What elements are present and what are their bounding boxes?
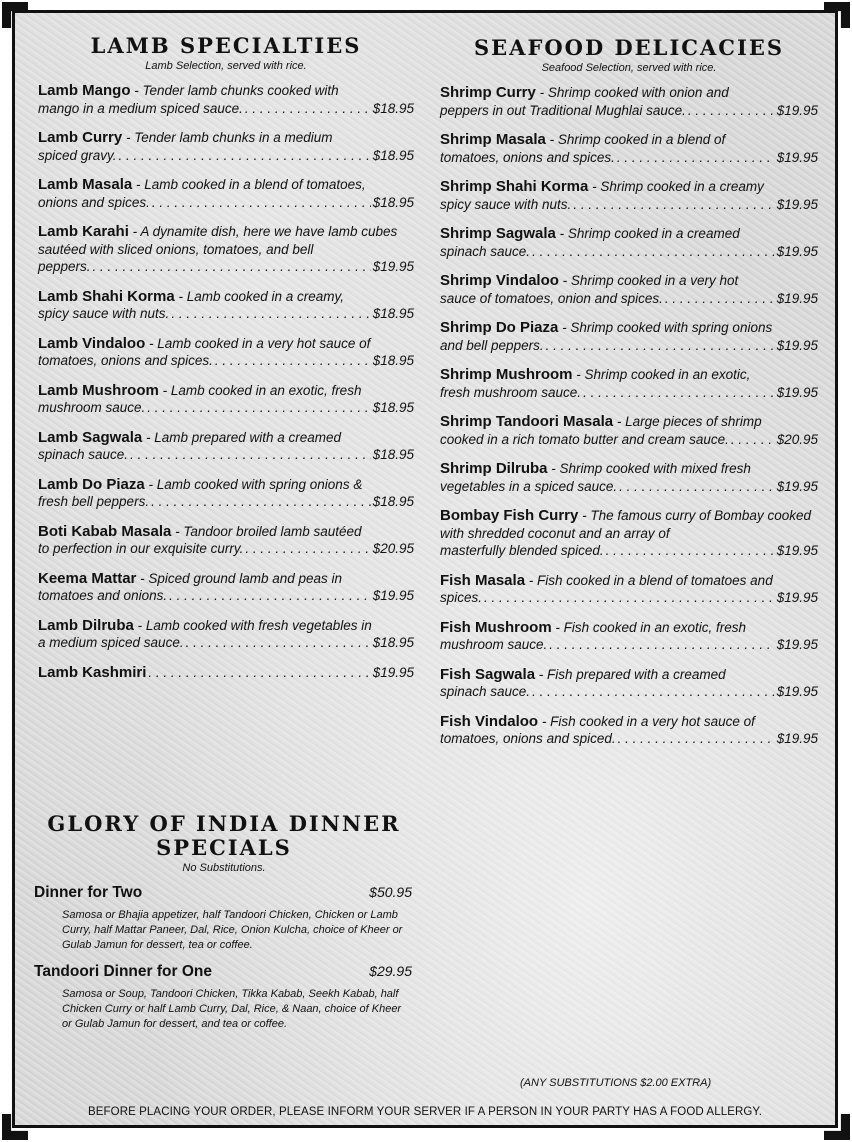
menu-item-description: Lamb cooked with fresh vegetables in bbox=[145, 617, 372, 633]
leader-dots bbox=[606, 542, 775, 560]
menu-item-description: Fish cooked in an exotic, fresh bbox=[563, 619, 747, 635]
leader-dots bbox=[665, 290, 775, 308]
menu-item-name: Shrimp Tandoori Masala bbox=[440, 413, 614, 430]
menu-item-line bbox=[38, 382, 414, 400]
leader-dots bbox=[618, 730, 775, 748]
menu-item-price: $18.95 bbox=[372, 400, 414, 415]
leader-dots bbox=[151, 493, 371, 511]
leader-dots bbox=[130, 446, 371, 464]
separator-dash: - bbox=[142, 429, 155, 445]
menu-item-name: Lamb Mango bbox=[38, 82, 131, 99]
menu-item-price-line bbox=[38, 634, 414, 652]
menu-item bbox=[440, 713, 818, 748]
menu-item bbox=[38, 570, 414, 605]
menu-item-description: Fish cooked in a blend of tomatoes and bbox=[537, 572, 773, 588]
menu-item-line bbox=[38, 570, 414, 588]
menu-item-price: $19.95 bbox=[776, 196, 818, 212]
lamb-section bbox=[38, 34, 414, 693]
menu-item bbox=[440, 178, 818, 213]
menu-item-description-end: tomatoes, onions and spices. bbox=[440, 149, 615, 165]
menu-item-description-end: mushroom sauce. bbox=[440, 637, 548, 652]
menu-item-price-line bbox=[38, 399, 414, 417]
menu-item-name: Fish Mushroom bbox=[440, 618, 552, 636]
menu-item-line bbox=[38, 129, 414, 147]
menu-item-description: Fish prepared with a creamed bbox=[547, 666, 726, 682]
leader-dots bbox=[617, 149, 775, 167]
menu-item-price: $19.95 bbox=[776, 337, 818, 353]
leader-dots bbox=[619, 478, 775, 496]
menu-item-price: $19.95 bbox=[776, 590, 818, 605]
separator-dash: - bbox=[572, 367, 585, 382]
menu-item-price: $18.95 bbox=[372, 147, 414, 163]
lamb-item-list bbox=[38, 82, 414, 652]
leader-dots bbox=[119, 147, 371, 165]
seafood-section bbox=[440, 36, 818, 760]
menu-item-name: Fish Sagwala bbox=[440, 665, 536, 683]
separator-dash: - bbox=[588, 179, 601, 194]
menu-item-description-end: spicy sauce with nuts. bbox=[38, 306, 170, 321]
menu-item-line bbox=[38, 176, 414, 194]
separator-dash: - bbox=[130, 83, 143, 98]
dinner-special bbox=[34, 884, 414, 953]
dinner-special-price: $50.95 bbox=[369, 884, 412, 900]
menu-item-name: Shrimp Dilruba bbox=[440, 460, 548, 477]
menu-item-line bbox=[38, 476, 414, 494]
menu-item-description-end: a medium spiced sauce. bbox=[38, 635, 184, 650]
menu-item-line bbox=[440, 572, 818, 590]
menu-item-price-line bbox=[440, 102, 818, 120]
menu-item-line bbox=[440, 272, 818, 290]
menu-item-line bbox=[38, 335, 414, 353]
menu-item-price-line bbox=[440, 337, 818, 355]
separator-dash: - bbox=[525, 572, 538, 588]
menu-item-name: Lamb Sagwala bbox=[38, 428, 143, 446]
menu-item-price: $19.95 bbox=[776, 102, 818, 118]
menu-item-price-line bbox=[440, 149, 818, 167]
menu-item-description-end: spicy sauce with nuts. bbox=[440, 196, 572, 212]
menu-item bbox=[440, 225, 818, 260]
menu-item-line bbox=[38, 223, 414, 258]
menu-item-description: Shrimp cooked in a blend of bbox=[557, 132, 726, 147]
menu-item-description: Shrimp cooked in a creamed bbox=[567, 226, 740, 241]
dinner-special-price: $29.95 bbox=[369, 963, 412, 979]
menu-item-name: Shrimp Vindaloo bbox=[440, 272, 559, 289]
menu-item-price-line bbox=[440, 431, 818, 449]
menu-item-description-end: and bell peppers. bbox=[440, 337, 544, 353]
leader-dots bbox=[546, 337, 775, 355]
separator-dash: - bbox=[128, 224, 141, 239]
menu-item-description: Shrimp cooked with mixed fresh bbox=[559, 461, 751, 476]
menu-item bbox=[38, 617, 414, 652]
menu-item-name: Shrimp Mushroom bbox=[440, 366, 573, 383]
menu-item-price-line bbox=[440, 384, 818, 402]
menu-item-name: Fish Vindaloo bbox=[440, 712, 539, 730]
separator-dash: - bbox=[545, 132, 558, 147]
menu-item-description: Shrimp cooked in an exotic, bbox=[584, 367, 751, 382]
dinner-special-name: Dinner for Two bbox=[34, 884, 143, 901]
menu-item bbox=[38, 82, 414, 117]
substitutions-note: (ANY SUBSTITUTIONS $2.00 EXTRA) bbox=[520, 1077, 712, 1089]
menu-item-price: $19.95 bbox=[776, 684, 818, 699]
menu-item-name: Lamb Karahi bbox=[38, 223, 129, 240]
separator-dash: - bbox=[558, 320, 571, 335]
separator-dash: - bbox=[144, 476, 157, 492]
separator-dash: - bbox=[558, 273, 571, 288]
menu-item-description: Shrimp cooked with onion and bbox=[547, 85, 729, 100]
separator-dash: - bbox=[133, 617, 146, 633]
menu-item-price-line bbox=[38, 258, 414, 276]
menu-item-line bbox=[440, 319, 818, 337]
leader-dots bbox=[186, 634, 371, 652]
menu-item-line bbox=[38, 82, 414, 100]
menu-item-description: Spiced ground lamb and peas in bbox=[148, 570, 343, 586]
leader-dots bbox=[152, 194, 371, 212]
menu-item-description-end: fresh mushroom sauce. bbox=[440, 384, 582, 400]
menu-item-name: Lamb Masala bbox=[38, 176, 133, 193]
leader-dots bbox=[549, 636, 774, 654]
menu-item-price: $19.95 bbox=[372, 664, 414, 680]
menu-item-description-end: cooked in a rich tomato butter and cream sauce. bbox=[440, 431, 729, 447]
separator-dash: - bbox=[578, 508, 591, 523]
menu-item-name: Shrimp Curry bbox=[440, 84, 536, 101]
menu-item-name: Lamb Mushroom bbox=[38, 381, 159, 399]
seafood-section-title: SEAFOOD DELICACIES bbox=[473, 35, 784, 60]
menu-item-name: Boti Kabab Masala bbox=[38, 522, 172, 540]
separator-dash: - bbox=[145, 335, 158, 351]
menu-item-name: Fish Masala bbox=[440, 571, 526, 589]
menu-item-price: $19.95 bbox=[776, 384, 818, 400]
menu-item-description: Lamb cooked in a blend of tomatoes, bbox=[144, 177, 366, 192]
lamb-section-subtitle: Lamb Selection, served with rice. bbox=[145, 60, 307, 72]
separator-dash: - bbox=[547, 461, 560, 476]
menu-item-price-line bbox=[38, 540, 414, 558]
menu-item-line bbox=[38, 288, 414, 306]
lamb-section-title: LAMB SPECIALTIES bbox=[90, 33, 362, 58]
leader-dots bbox=[731, 431, 775, 449]
menu-item-description: A dynamite dish, here we have lamb cubes sautéed with sliced onions, tomatoes, and bell bbox=[38, 224, 398, 257]
leader-dots bbox=[215, 352, 371, 370]
menu-item bbox=[440, 272, 818, 307]
menu-item-line bbox=[440, 84, 818, 102]
menu-item-line bbox=[440, 507, 818, 542]
menu-item-price-line bbox=[38, 446, 414, 464]
separator-dash: - bbox=[171, 523, 184, 539]
menu-item bbox=[440, 413, 818, 448]
menu-item-description: Tender lamb chunks in a medium bbox=[134, 130, 333, 145]
menu-item bbox=[38, 223, 414, 276]
menu-item-price: $20.95 bbox=[776, 431, 818, 447]
menu-item-name: Shrimp Masala bbox=[440, 131, 546, 148]
menu-item-price-line bbox=[38, 352, 414, 370]
menu-item-price-line bbox=[440, 290, 818, 308]
leader-dots bbox=[171, 305, 370, 323]
menu-item-name: Shrimp Do Piaza bbox=[440, 319, 559, 336]
menu-item-name: Keema Mattar bbox=[38, 569, 137, 587]
separator-dash: - bbox=[122, 130, 135, 145]
menu-item-description: The famous curry of Bombay cooked with shredded coconut and an array of bbox=[440, 508, 811, 541]
seafood-section-subtitle: Seafood Selection, served with rice. bbox=[541, 62, 717, 74]
menu-item bbox=[38, 429, 414, 464]
menu-item-description: Lamb cooked in a very hot sauce of bbox=[157, 335, 371, 351]
menu-item-description-end: spinach sauce. bbox=[440, 684, 531, 699]
separator-dash: - bbox=[158, 382, 171, 398]
menu-item-price-line bbox=[440, 589, 818, 607]
menu-item-name: Bombay Fish Curry bbox=[440, 507, 579, 524]
menu-item-description: Lamb cooked with spring onions & bbox=[156, 476, 363, 492]
menu-item-price: $18.95 bbox=[372, 635, 414, 650]
menu-item-description: Large pieces of shrimp bbox=[625, 414, 762, 429]
menu-item-price-line bbox=[38, 493, 414, 511]
leader-dots bbox=[532, 243, 775, 261]
separator-dash: - bbox=[555, 226, 568, 241]
separator-dash: - bbox=[174, 288, 187, 304]
menu-item bbox=[38, 288, 414, 323]
separator-dash: - bbox=[132, 177, 145, 192]
menu-item bbox=[440, 366, 818, 401]
menu-item-line bbox=[440, 460, 818, 478]
menu-item-price: $18.95 bbox=[372, 494, 414, 509]
menu-item-price-line bbox=[440, 636, 818, 654]
menu-item-price-line bbox=[440, 683, 818, 701]
menu-item-description-end: fresh bell peppers. bbox=[38, 494, 150, 509]
menu-item-price-line bbox=[440, 196, 818, 214]
leader-dots bbox=[93, 258, 371, 276]
menu-item-description: Lamb cooked in an exotic, fresh bbox=[170, 382, 362, 398]
dinner-special-description: Samosa or Bhajia appetizer, half Tandoori Chicken, Chicken or Lamb Curry, half Mattar Paneer, Dal, Rice, Onion Kulcha, choice of Kheer or Gulab Jamun for dessert, tea or coffee. bbox=[62, 909, 403, 951]
menu-item-line bbox=[440, 619, 818, 637]
menu-item-description-end: tomatoes, onions and spiced. bbox=[440, 731, 616, 746]
dinner-special-header bbox=[34, 963, 414, 981]
menu-item-description: Shrimp cooked with spring onions bbox=[570, 320, 773, 335]
leader-dots bbox=[245, 100, 371, 118]
menu-item-description-end: mushroom sauce. bbox=[38, 400, 146, 415]
leader-dots bbox=[484, 589, 775, 607]
menu-item bbox=[440, 131, 818, 166]
menu-item bbox=[440, 319, 818, 354]
dinner-special-header bbox=[34, 884, 414, 902]
specials-section-subtitle: No Substitutions. bbox=[182, 862, 266, 874]
separator-dash: - bbox=[535, 85, 548, 100]
menu-item-name: Lamb Do Piaza bbox=[38, 475, 145, 493]
menu-item-description-end: spinach sauce. bbox=[440, 243, 531, 259]
menu-item-description-end: masterfully blended spiced. bbox=[440, 543, 604, 558]
menu-item bbox=[38, 335, 414, 370]
menu-item-price: $19.95 bbox=[776, 543, 818, 558]
menu-item-description: Lamb prepared with a creamed bbox=[154, 429, 342, 445]
menu-item bbox=[38, 476, 414, 511]
menu-item-price-line bbox=[38, 305, 414, 323]
menu-item-description-end: tomatoes and onions. bbox=[38, 588, 168, 603]
leader-dots bbox=[532, 683, 775, 701]
menu-item-price: $18.95 bbox=[372, 194, 414, 210]
menu-item-description-end: peppers. bbox=[38, 259, 91, 274]
menu-item-description: Fish cooked in a very hot sauce of bbox=[550, 713, 755, 729]
menu-item-price: $19.95 bbox=[372, 588, 414, 603]
menu-item-price-line bbox=[440, 478, 818, 496]
separator-dash: - bbox=[613, 414, 626, 429]
menu-item-price: $19.95 bbox=[776, 731, 818, 746]
leader-dots bbox=[147, 399, 370, 417]
menu-item-price-line bbox=[440, 243, 818, 261]
menu-item-price-line bbox=[38, 147, 414, 165]
menu-item-name: Lamb Dilruba bbox=[38, 616, 134, 634]
menu-item-line bbox=[440, 131, 818, 149]
menu-item-price: $18.95 bbox=[372, 353, 414, 368]
dinner-special-name: Tandoori Dinner for One bbox=[34, 963, 212, 980]
menu-item-description: Shrimp cooked in a creamy bbox=[600, 179, 764, 194]
menu-item-description-end: tomatoes, onions and spices. bbox=[38, 353, 213, 368]
menu-item-price-line bbox=[440, 542, 818, 560]
menu-item-line bbox=[38, 617, 414, 635]
menu-item-price-line bbox=[38, 100, 414, 118]
menu-item-description: Tandoor broiled lamb sautéed bbox=[183, 523, 362, 539]
menu-item-description-end: onions and spices. bbox=[38, 194, 150, 210]
leader-dots bbox=[245, 540, 370, 558]
menu-item-price: $19.95 bbox=[776, 149, 818, 165]
specials-section-title: GLORY OF INDIA DINNER SPECIALS bbox=[47, 811, 401, 860]
menu-item-price-line bbox=[38, 587, 414, 605]
menu-item-line bbox=[440, 413, 818, 431]
menu-item-line bbox=[38, 523, 414, 541]
menu-item-name: Lamb Shahi Korma bbox=[38, 287, 175, 305]
menu-item-description-end: to perfection in our exquisite curry. bbox=[38, 541, 244, 556]
menu-item-description-end: sauce of tomatoes, onion and spices. bbox=[440, 290, 663, 306]
allergy-notice: BEFORE PLACING YOUR ORDER, PLEASE INFORM YOUR SERVER IF A PERSON IN YOUR PARTY HAS A FOOD ALLERGY. bbox=[87, 1106, 762, 1118]
menu-item-price: $19.95 bbox=[776, 637, 818, 652]
dinner-specials-section bbox=[34, 812, 414, 1032]
menu-item-description-end: spices. bbox=[440, 590, 483, 605]
leader-dots bbox=[583, 384, 775, 402]
menu-item-description-end: peppers in out Traditional Mughlai sauce. bbox=[440, 102, 686, 118]
seafood-item-list bbox=[440, 84, 818, 748]
leader-dots bbox=[169, 587, 371, 605]
menu-item bbox=[440, 619, 818, 654]
menu-item-description-end: vegetables in a spiced sauce. bbox=[440, 478, 618, 494]
menu-item-line bbox=[38, 429, 414, 447]
menu-item-description-end: spiced gravy. bbox=[38, 147, 117, 163]
menu-item-price: $18.95 bbox=[372, 306, 414, 321]
menu-item bbox=[440, 572, 818, 607]
leader-dots bbox=[148, 664, 370, 682]
leader-dots bbox=[573, 196, 774, 214]
separator-dash: - bbox=[136, 570, 149, 586]
separator-dash: - bbox=[551, 619, 564, 635]
menu-item bbox=[440, 84, 818, 119]
menu-item-description: Lamb cooked in a creamy, bbox=[186, 288, 345, 304]
menu-item-price: $18.95 bbox=[372, 100, 414, 116]
menu-item-price-line bbox=[38, 194, 414, 212]
menu-item-line bbox=[440, 713, 818, 731]
menu-item-line bbox=[440, 178, 818, 196]
dinner-special bbox=[34, 963, 414, 1032]
menu-item-line bbox=[440, 225, 818, 243]
menu-item-price-line bbox=[440, 730, 818, 748]
menu-item bbox=[440, 666, 818, 701]
menu-item-price: $18.95 bbox=[372, 447, 414, 462]
menu-item-name: Lamb Vindaloo bbox=[38, 334, 146, 352]
specials-list bbox=[34, 884, 414, 1032]
menu-item bbox=[440, 460, 818, 495]
menu-item-line bbox=[440, 366, 818, 384]
menu-item-name: Shrimp Sagwala bbox=[440, 225, 556, 242]
menu-item-price: $20.95 bbox=[372, 541, 414, 556]
menu-item-price: $19.95 bbox=[776, 243, 818, 259]
separator-dash: - bbox=[535, 666, 548, 682]
menu-item bbox=[38, 176, 414, 211]
menu-item-description-end: spinach sauce. bbox=[38, 447, 129, 462]
leader-dots bbox=[688, 102, 775, 120]
menu-item bbox=[38, 129, 414, 164]
menu-item-description: Tender lamb chunks cooked with bbox=[142, 83, 339, 98]
menu-item-name: Lamb Curry bbox=[38, 129, 123, 146]
menu-item-line bbox=[440, 666, 818, 684]
menu-item-price: $19.95 bbox=[372, 259, 414, 274]
menu-item bbox=[38, 382, 414, 417]
menu-item bbox=[38, 523, 414, 558]
menu-item bbox=[38, 664, 414, 682]
separator-dash: - bbox=[538, 713, 551, 729]
menu-item-price: $19.95 bbox=[776, 478, 818, 494]
menu-item bbox=[440, 507, 818, 560]
menu-item-name: Shrimp Shahi Korma bbox=[440, 178, 589, 195]
dinner-special-description: Samosa or Soup, Tandoori Chicken, Tikka Kabab, Seekh Kabab, half Chicken Curry or half Lamb Curry, Dal, Rice, & Naan, choice of Kheer or Gulab Jamun for dessert, and tea or coffee. bbox=[62, 988, 402, 1030]
menu-item-price: $19.95 bbox=[776, 290, 818, 306]
menu-item-description-end: mango in a medium spiced sauce. bbox=[38, 100, 243, 116]
menu-item-description: Shrimp cooked in a very hot bbox=[570, 273, 739, 288]
menu-item-name: Lamb Kashmiri bbox=[38, 663, 147, 681]
